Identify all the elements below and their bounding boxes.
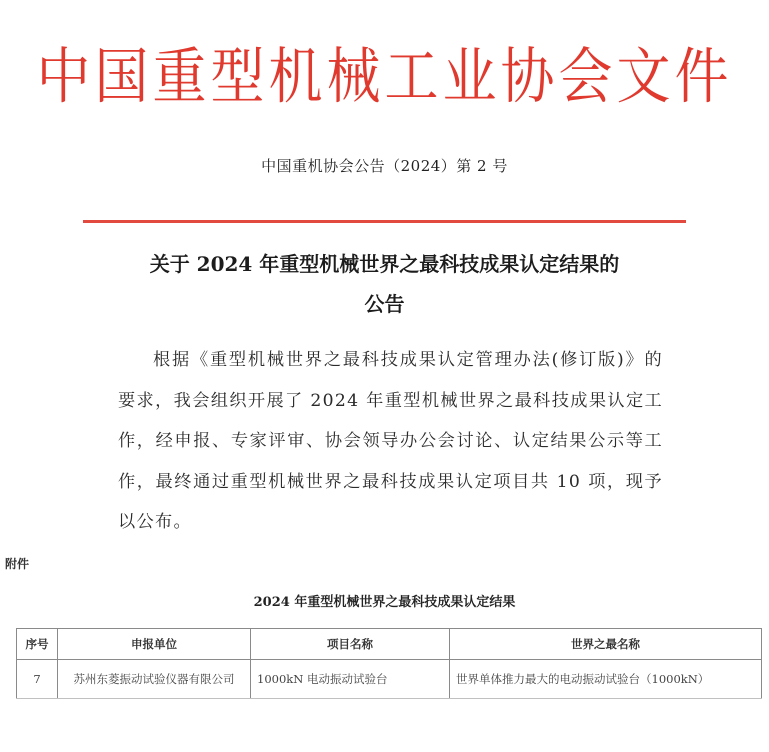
results-table <box>16 628 762 699</box>
cell-unit: 苏州东菱振动试验仪器有限公司 <box>58 660 251 699</box>
cell-record: 世界单体推力最大的电动振动试验台（1000kN） <box>450 660 762 699</box>
red-divider <box>83 220 686 223</box>
notice-title <box>60 244 709 324</box>
attachment-label: 附件 <box>5 557 30 571</box>
column-header-record: 世界之最名称 <box>450 629 762 660</box>
masthead-title: 中国重型机械工业协会文件 <box>36 41 733 112</box>
table-header-row <box>17 629 762 660</box>
cell-index: 7 <box>17 660 58 699</box>
notice-title-line-2: 公告 <box>364 292 405 316</box>
notice-body: 根据《重型机械世界之最科技成果认定管理办法(修订版)》的要求，我会组织开展了 2024 年重型机械世界之最科技成果认定工作，经申报、专家评审、协会领导办公会讨论、认定结果公示等工作，最终通过重型机械世界之最科技成果认定项目共 10 项，现予以公布。 <box>118 350 663 532</box>
document-number: 中国重机协会公告（2024）第 2 号 <box>261 157 508 175</box>
attachment-table-title: 2024 年重型机械世界之最科技成果认定结果 <box>253 595 516 610</box>
column-header-index: 序号 <box>17 629 58 660</box>
notice-title-line-1: 关于 2024 年重型机械世界之最科技成果认定结果的 <box>149 252 620 276</box>
cell-project: 1000kN 电动振动试验台 <box>251 660 450 699</box>
table-row <box>17 660 762 699</box>
column-header-project: 项目名称 <box>251 629 450 660</box>
column-header-unit: 申报单位 <box>58 629 251 660</box>
